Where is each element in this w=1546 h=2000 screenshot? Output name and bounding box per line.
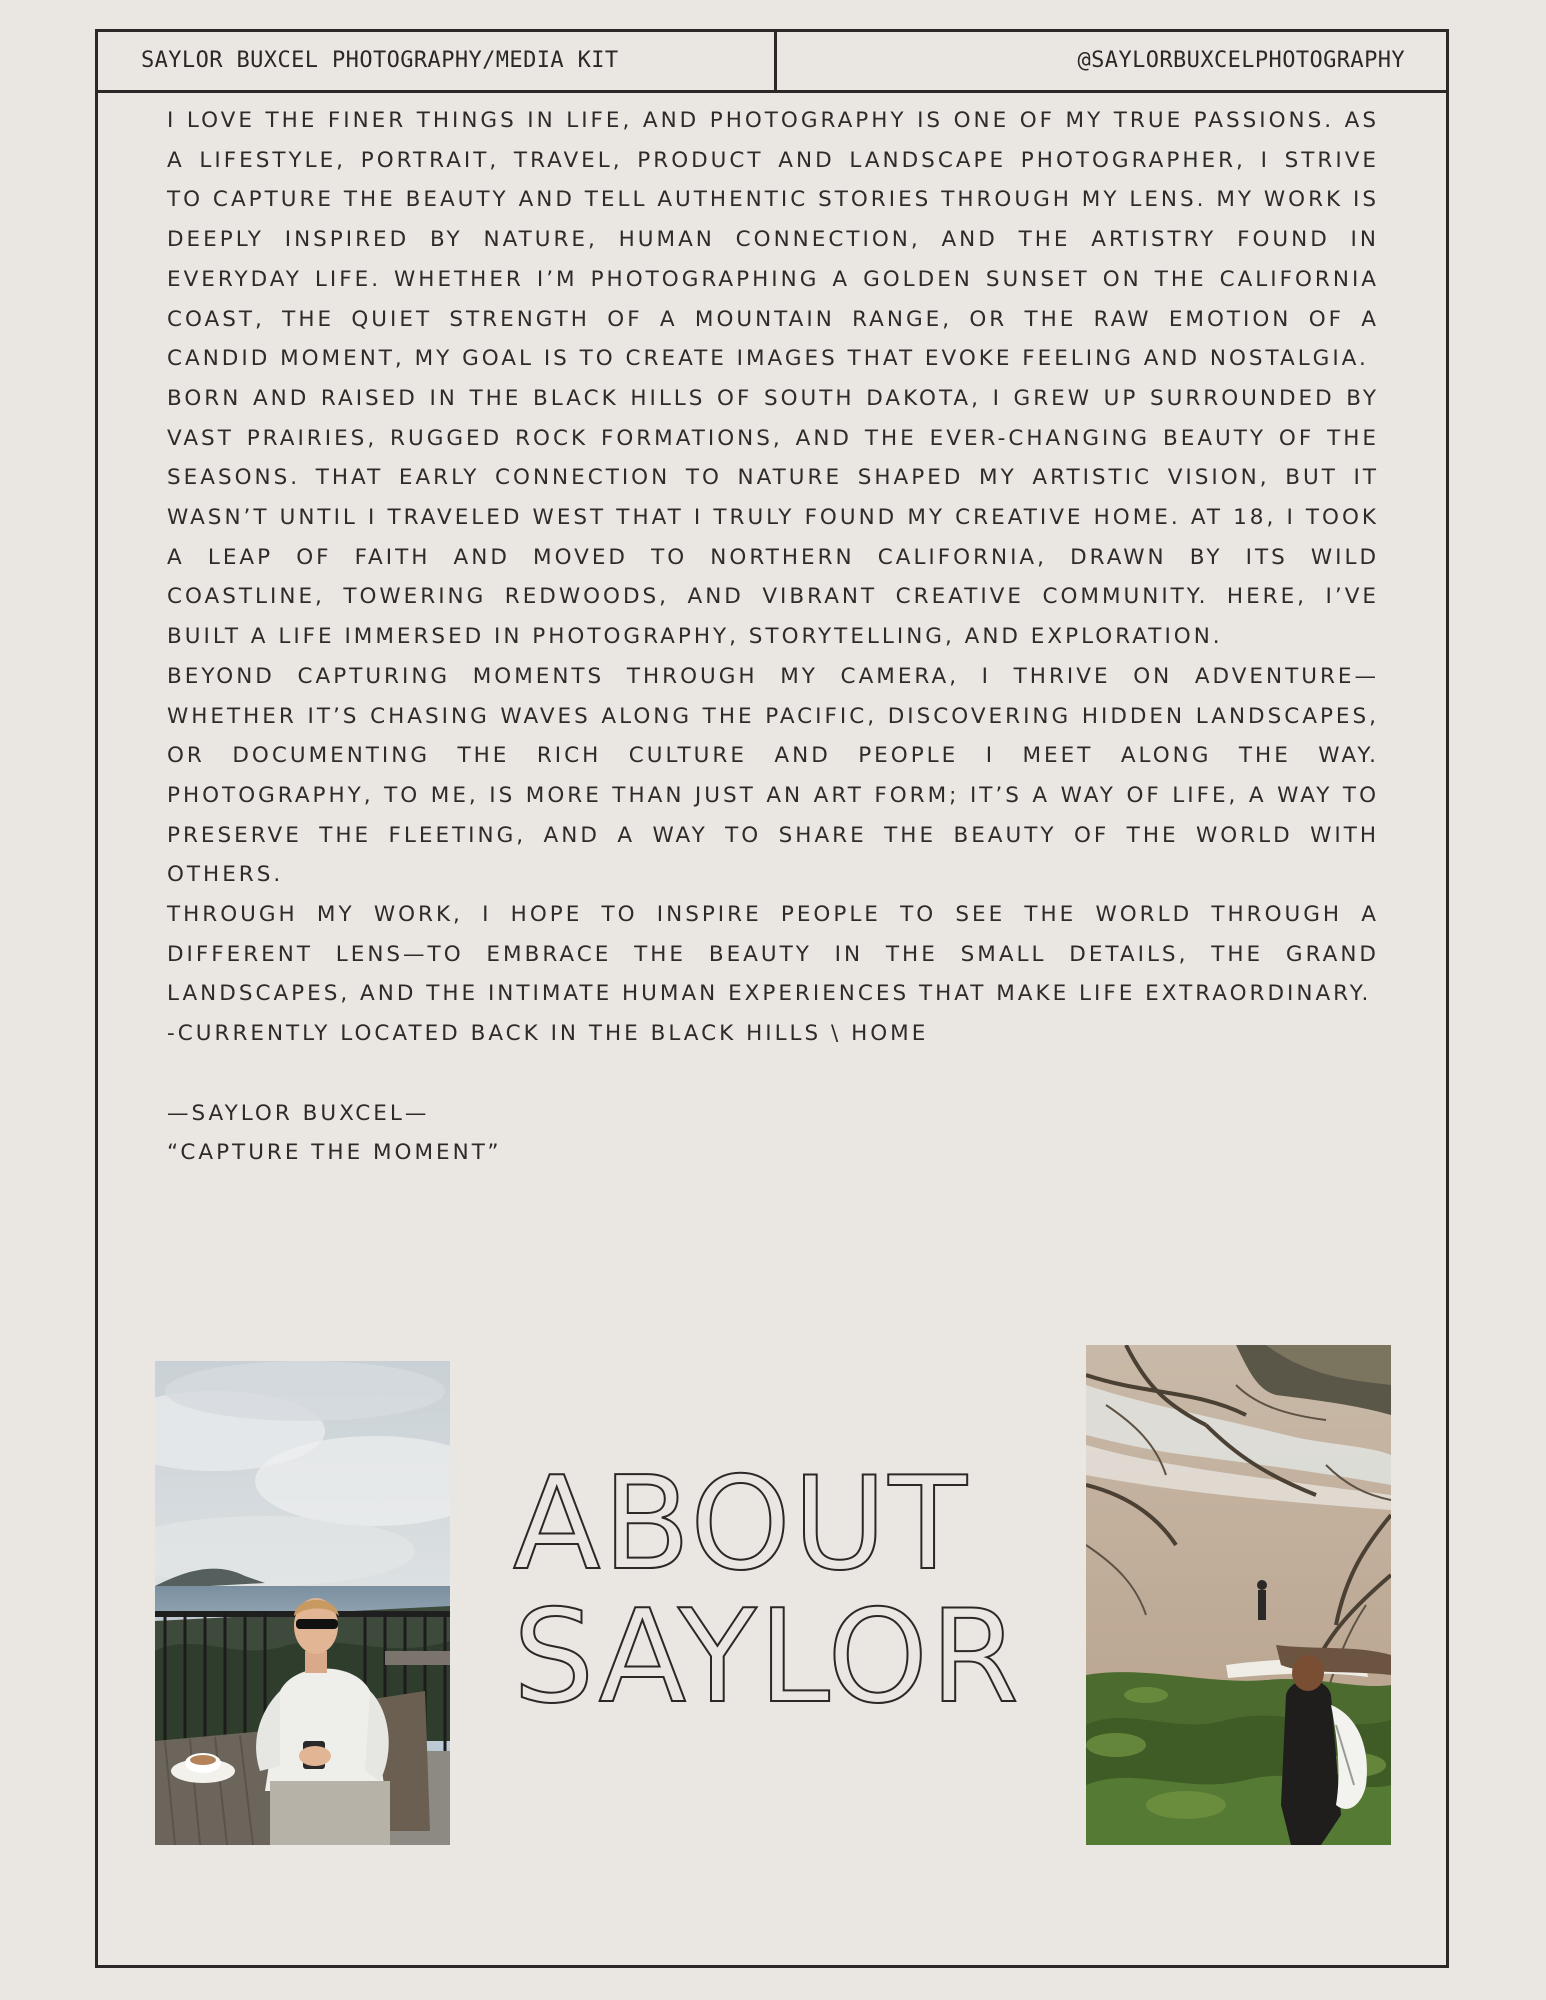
bio-paragraph-4: THROUGH MY WORK, I HOPE TO INSPIRE PEOPLE TO SEE THE WORLD THROUGH A DIFFERENT LENS—TO EMBRACE THE BEAUTY IN THE SMALL DETAILS, THE GRAND LANDSCAPES, AND THE INTIMATE HUMAN EXPERIENCES THAT MAKE LIFE EXTRAORDINARY. bbox=[167, 902, 1379, 1007]
spacer bbox=[167, 1054, 1379, 1094]
beach-photo-image bbox=[1086, 1345, 1391, 1845]
beach-photo bbox=[1086, 1345, 1391, 1845]
bio-paragraph-3: BEYOND CAPTURING MOMENTS THROUGH MY CAMERA, I THRIVE ON ADVENTURE—WHETHER IT’S CHASING WAVES ALONG THE PACIFIC, DISCOVERING HIDDEN LANDSCAPES, OR DOCUMENTING THE RICH CULTURE AND PEOPLE I MEET ALONG THE WAY. PHOTOGRAPHY, TO ME, IS MORE THAN JUST AN ART FORM; IT’S A WAY OF LIFE, A WAY TO PRESERVE THE FLEETING, AND A WAY TO SHARE THE BEAUTY OF THE WORLD WITH OTHERS. bbox=[167, 663, 1379, 888]
bio-signature: —SAYLOR BUXCEL— bbox=[167, 1100, 430, 1126]
header-handle: @SAYLORBUXCELPHOTOGRAPHY bbox=[1077, 48, 1405, 73]
bio-text bbox=[167, 101, 1379, 1173]
header-divider bbox=[774, 32, 777, 90]
bio-location: -CURRENTLY LOCATED BACK IN THE BLACK HILLS \ HOME bbox=[167, 1021, 929, 1047]
header-title: SAYLOR BUXCEL PHOTOGRAPHY/MEDIA KIT bbox=[141, 48, 619, 73]
portrait-photo bbox=[155, 1361, 450, 1845]
bio-motto: “CAPTURE THE MOMENT” bbox=[167, 1140, 502, 1166]
portrait-photo-image bbox=[155, 1361, 450, 1845]
header-bar bbox=[98, 32, 1446, 93]
bio-paragraph-1: I LOVE THE FINER THINGS IN LIFE, AND PHOTOGRAPHY IS ONE OF MY TRUE PASSIONS. AS A LIFESTYLE, PORTRAIT, TRAVEL, PRODUCT AND LANDSCAPE PHOTOGRAPHER, I STRIVE TO CAPTURE THE BEAUTY AND TELL AUTHENTIC STORIES THROUGH MY LENS. MY WORK IS DEEPLY INSPIRED BY NATURE, HUMAN CONNECTION, AND THE ARTISTRY FOUND IN EVERYDAY LIFE. WHETHER I’M PHOTOGRAPHING A GOLDEN SUNSET ON THE CALIFORNIA COAST, THE QUIET STRENGTH OF A MOUNTAIN RANGE, OR THE RAW EMOTION OF A CANDID MOMENT, MY GOAL IS TO CREATE IMAGES THAT EVOKE FEELING AND NOSTALGIA. bbox=[167, 108, 1379, 372]
about-title bbox=[513, 1450, 1073, 1732]
bio-paragraph-2: BORN AND RAISED IN THE BLACK HILLS OF SOUTH DAKOTA, I GREW UP SURROUNDED BY VAST PRAIRIES, RUGGED ROCK FORMATIONS, AND THE EVER-CHANGING BEAUTY OF THE SEASONS. THAT EARLY CONNECTION TO NATURE SHAPED MY ARTISTIC VISION, BUT IT WASN’T UNTIL I TRAVELED WEST THAT I TRULY FOUND MY CREATIVE HOME. AT 18, I TOOK A LEAP OF FAITH AND MOVED TO NORTHERN CALIFORNIA, DRAWN BY ITS WILD COASTLINE, TOWERING REDWOODS, AND VIBRANT CREATIVE COMMUNITY. HERE, I’VE BUILT A LIFE IMMERSED IN PHOTOGRAPHY, STORYTELLING, AND EXPLORATION. bbox=[167, 385, 1379, 650]
about-title-line1: ABOUT bbox=[513, 1450, 969, 1599]
about-title-line2: SAYLOR bbox=[513, 1583, 1021, 1732]
